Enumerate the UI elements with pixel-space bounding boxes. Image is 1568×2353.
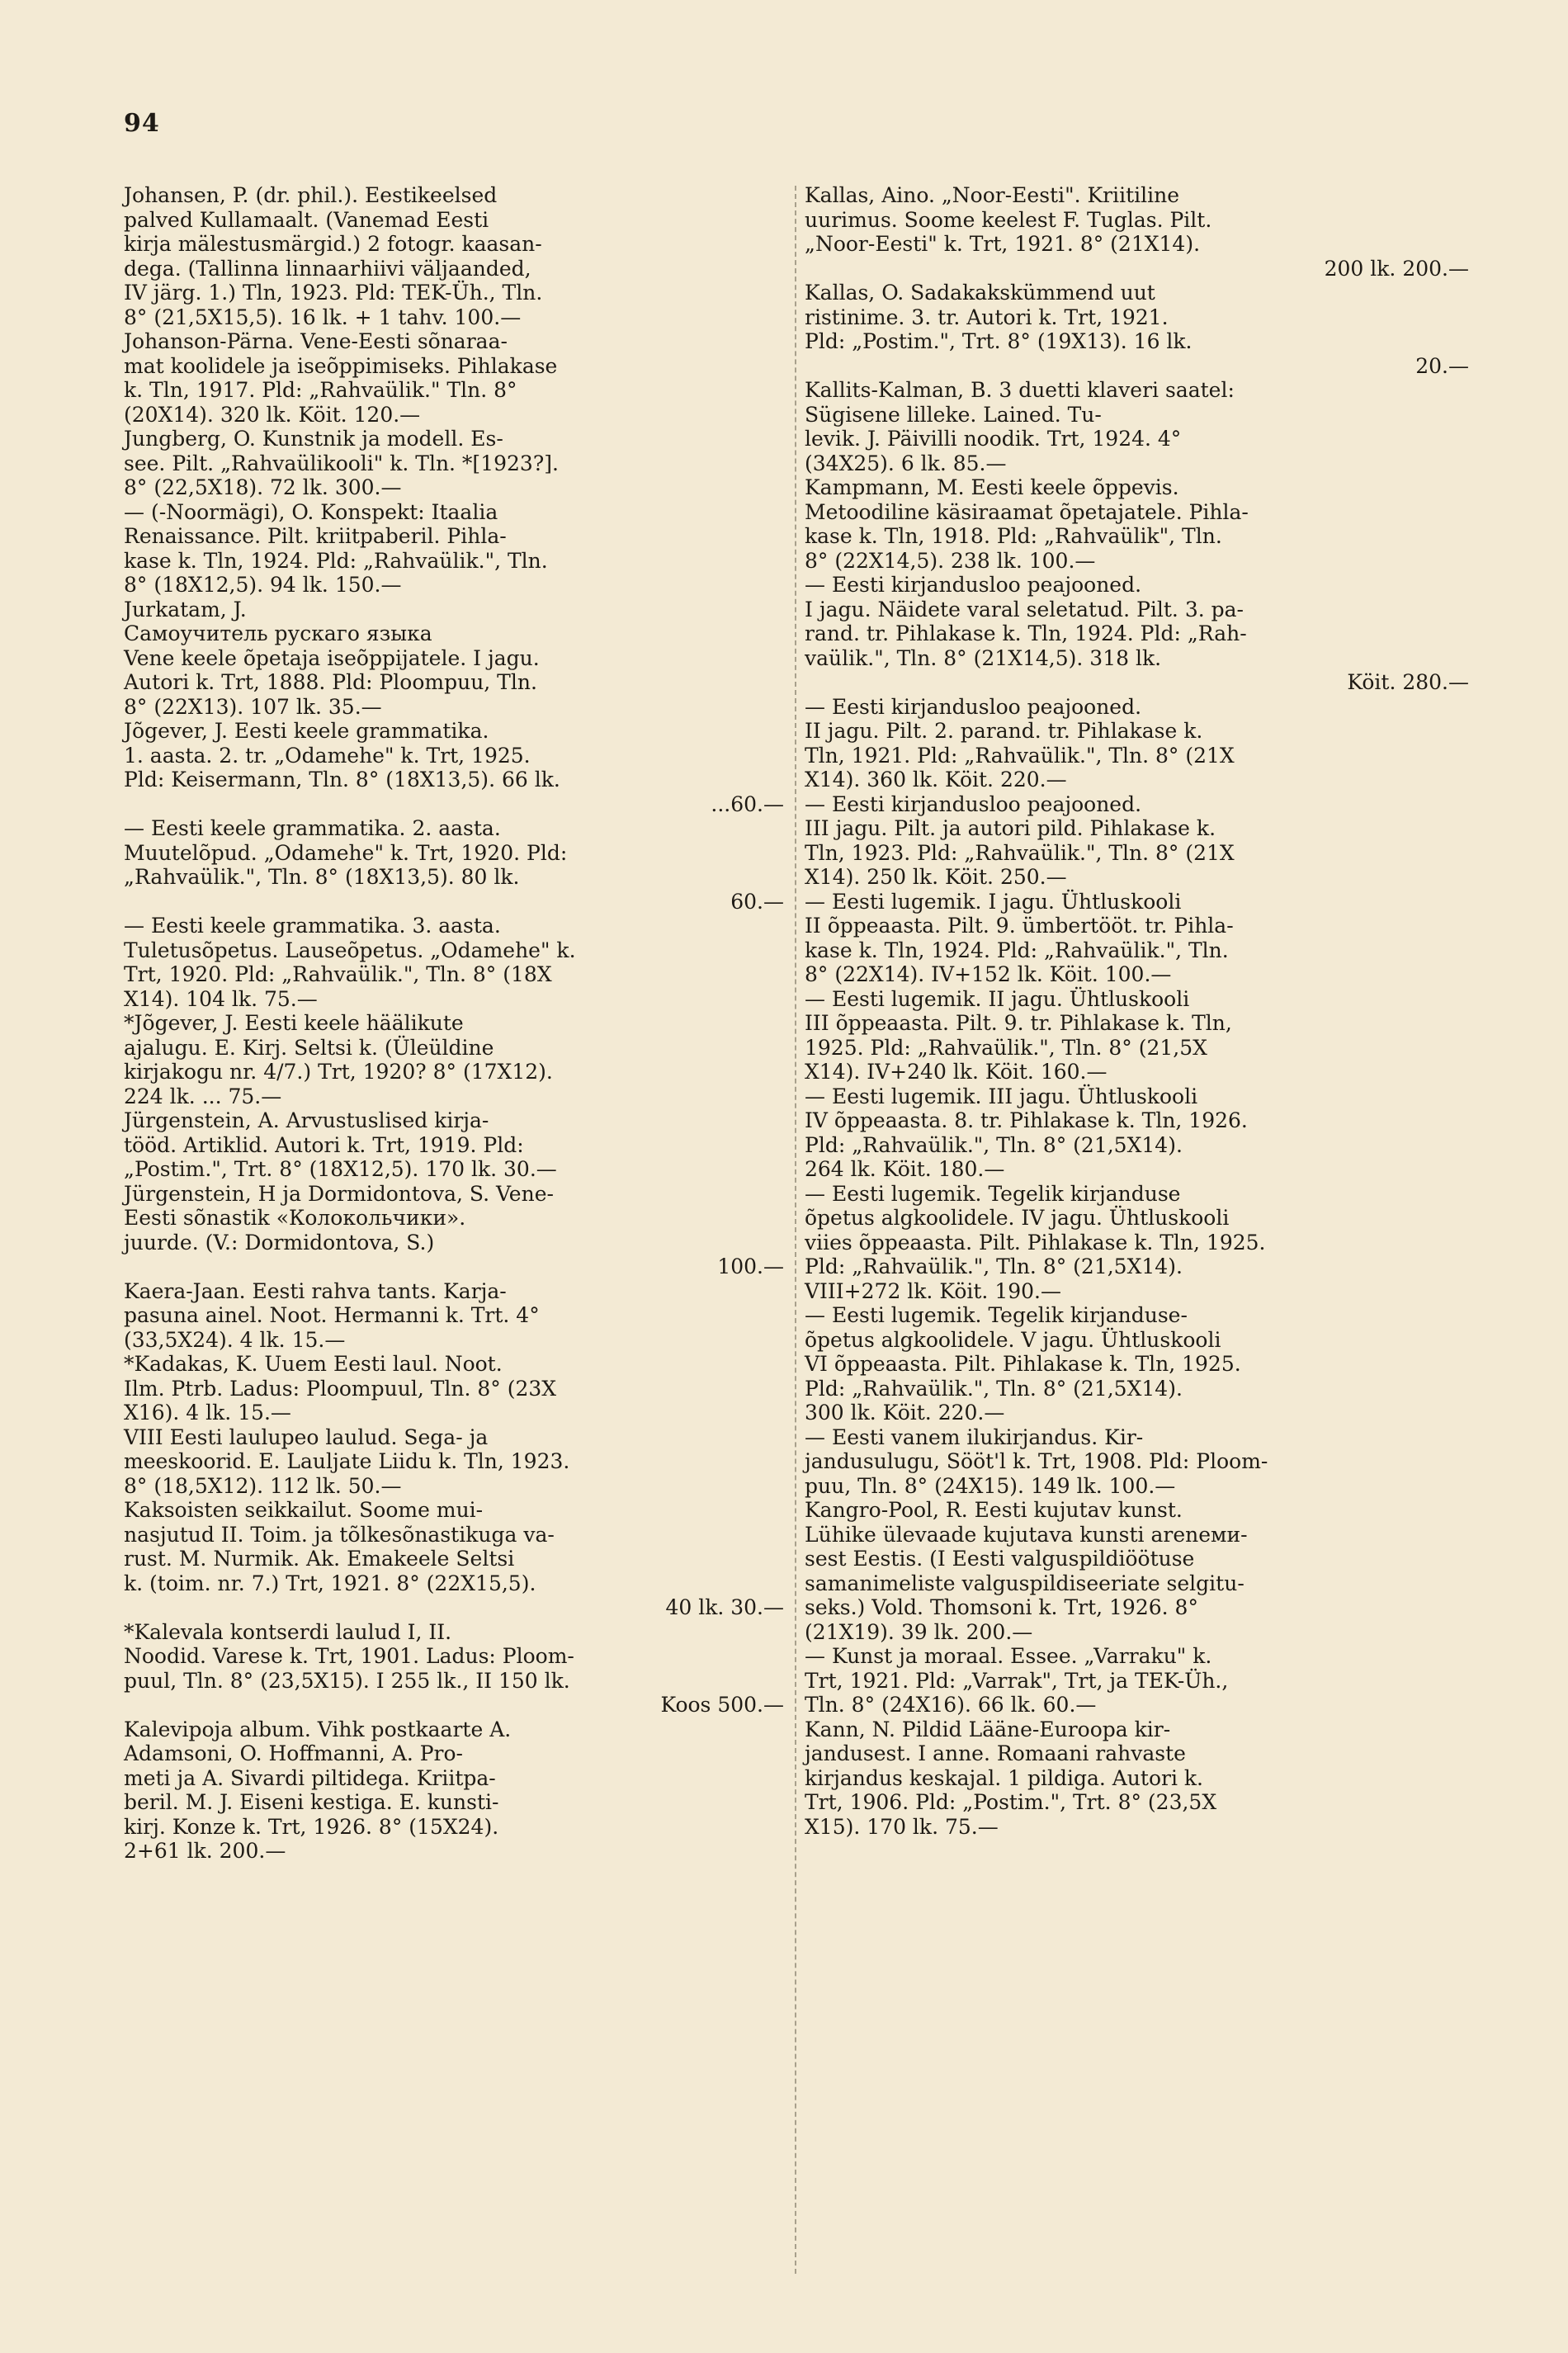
entry-heading-line: — (-Noormägi), O. Konspekt: Itaalia xyxy=(124,499,498,524)
entry-line: 8° (18X12,5). 94 lk. 150.— xyxy=(124,573,402,597)
entry-line: beril. M. J. Eiseni kestiga. E. kunsti- xyxy=(124,1790,499,1814)
entry-line: 20.— xyxy=(1415,353,1469,378)
entry-heading-line: Kallas, O. Sadakakskümmend uut xyxy=(805,281,1155,305)
entry-line: (21X19). 39 lk. 200.— xyxy=(805,1619,1033,1644)
entry-line: III õppeaasta. Pilt. 9. tr. Pihlakase k. Tln, xyxy=(805,1011,1232,1035)
entry-line: meti ja A. Sivardi piltidega. Kriitpa- xyxy=(124,1765,496,1790)
entry-heading-line: Kallits-Kalman, B. 3 duetti klaveri saatel: xyxy=(805,378,1235,402)
entry-heading-line: Jürgenstein, A. Arvustuslised kirja- xyxy=(124,1108,489,1132)
entry-line: Sügisene lilleke. Lained. Tu- xyxy=(805,402,1102,427)
entry-line: jandusest. I anne. Romaani rahvaste xyxy=(805,1741,1186,1765)
catalog-entry xyxy=(124,719,784,816)
entry-line: 8° (22X14,5). 238 lk. 100.— xyxy=(805,548,1096,573)
catalog-entry xyxy=(805,695,1469,792)
entry-line: see. Pilt. „Rahvaülikooli" k. Tln. *[1923?]. xyxy=(124,451,559,475)
entry-line: seks.) Vold. Thomsoni k. Trt, 1926. 8° xyxy=(805,1595,1198,1619)
entry-line: X14). 104 lk. 75.— xyxy=(124,986,318,1011)
entry-heading-line: Jürgenstein, H ja Dormidontova, S. Vene- xyxy=(124,1181,554,1206)
page-number: 94 xyxy=(124,109,160,138)
entry-line: Pld: Keisermann, Tln. 8° (18X13,5). 66 lk. xyxy=(124,768,560,791)
catalog-entry xyxy=(124,1182,784,1279)
entry-heading-line: Kann, N. Pildid Lääne-Euroopa kir- xyxy=(805,1717,1171,1741)
column-divider xyxy=(795,186,796,2274)
catalog-entry xyxy=(805,573,1469,695)
catalog-entry xyxy=(124,427,784,500)
entry-line: Köit. 280.— xyxy=(1347,670,1469,694)
catalog-entry xyxy=(124,598,784,720)
entry-line: 2+61 lk. 200.— xyxy=(124,1839,286,1863)
entry-line: nasjutud II. Toim. ja tõlkesõnastikuga va- xyxy=(124,1522,555,1547)
entry-line: (33,5X24). 4 lk. 15.— xyxy=(124,1327,346,1352)
entry-line: Pld: „Postim.", Trt. 8° (19X13). 16 lk. xyxy=(805,329,1193,353)
entry-heading-line: — Eesti lugemik. Tegelik kirjanduse- xyxy=(805,1303,1188,1327)
catalog-entry xyxy=(805,987,1469,1084)
entry-heading-line: Johanson-Pärna. Vene-Eesti sõnaraa- xyxy=(124,329,508,353)
catalog-entry xyxy=(805,281,1469,378)
entry-line: VI õppeaasta. Pilt. Pihlakase k. Tln, 1925. xyxy=(805,1352,1241,1376)
entry-line: „Postim.", Trt. 8° (18X12,5). 170 lk. 30.— xyxy=(124,1157,557,1181)
entry-line: k. (toim. nr. 7.) Trt, 1921. 8° (22X15,5). xyxy=(124,1571,536,1595)
catalog-entry xyxy=(124,1498,784,1620)
entry-line: 60.— xyxy=(730,889,784,914)
catalog-entry xyxy=(124,329,784,427)
entry-heading-line: VIII Eesti laulupeo laulud. Sega- ja xyxy=(124,1425,489,1449)
entry-line: 1. aasta. 2. tr. „Odamehe" k. Trt, 1925. xyxy=(124,743,531,768)
entry-line: Tuletusõpetus. Lauseõpetus. „Odamehe" k. xyxy=(124,938,576,962)
entry-line: Самоучитель рускаго языка xyxy=(124,621,432,645)
entry-line: Pld: „Rahvaülik.", Tln. 8° (21,5X14). xyxy=(805,1376,1183,1401)
entry-heading-line: Kaksoisten seikkailut. Soome mui- xyxy=(124,1498,484,1522)
entry-line: kirjandus keskajal. 1 pildiga. Autori k. xyxy=(805,1765,1203,1790)
catalog-entry xyxy=(124,1620,784,1718)
catalog-entry xyxy=(124,183,784,329)
catalog-entry xyxy=(805,1425,1469,1499)
entry-line: X15). 170 lk. 75.— xyxy=(805,1814,999,1839)
entry-line: kase k. Tln, 1918. Pld: „Rahvaülik", Tln. xyxy=(805,524,1222,548)
entry-line: rust. M. Nurmik. Ak. Emakeele Seltsi xyxy=(124,1547,515,1571)
entry-line: Noodid. Varese k. Trt, 1901. Ladus: Ploom- xyxy=(124,1644,574,1668)
entry-line: Tln. 8° (24X16). 66 lk. 60.— xyxy=(805,1693,1097,1717)
catalog-entry xyxy=(805,1303,1469,1425)
entry-heading-line: *Jõgever, J. Eesti keele häälikute xyxy=(124,1011,464,1035)
entry-line: II jagu. Pilt. 2. parand. tr. Pihlakase k. xyxy=(805,719,1203,743)
entry-line: 40 lk. 30.— xyxy=(665,1595,784,1619)
entry-line: kirjakogu nr. 4/7.) Trt, 1920? 8° (17X12). xyxy=(124,1060,553,1084)
entry-line: 200 lk. 200.— xyxy=(1324,256,1469,281)
catalog-entry xyxy=(124,1425,784,1499)
entry-line: 8° (22,5X18). 72 lk. 300.— xyxy=(124,475,402,499)
entry-line: õpetus algkoolidele. V jagu. Ühtluskooli xyxy=(805,1327,1221,1352)
entry-line: palved Kullamaalt. (Vanemad Eesti xyxy=(124,207,489,232)
entry-heading-line: — Kunst ja moraal. Essee. „Varraku" k. xyxy=(805,1644,1212,1668)
entry-line: pasuna ainel. Noot. Hermanni k. Trt. 4° xyxy=(124,1303,540,1327)
entry-heading-line: Jurkatam, J. xyxy=(124,597,247,621)
entry-heading-line: — Eesti lugemik. III jagu. Ühtluskooli xyxy=(805,1084,1198,1108)
entry-line: 100.— xyxy=(717,1254,784,1278)
entry-line: kase k. Tln, 1924. Pld: „Rahvaülik.", Tln. xyxy=(805,938,1229,962)
entry-line: II õppeaasta. Pilt. 9. ümbertööt. tr. Pihla- xyxy=(805,914,1234,938)
entry-heading-line: *Kalevala kontserdi laulud I, II. xyxy=(124,1619,452,1644)
catalog-entry xyxy=(805,890,1469,987)
entry-heading-line: Kaera-Jaan. Eesti rahva tants. Karja- xyxy=(124,1278,507,1303)
entry-line: VIII+272 lk. Köit. 190.— xyxy=(805,1278,1061,1303)
catalog-entry xyxy=(805,1182,1469,1304)
catalog-entry xyxy=(124,1108,784,1182)
catalog-entry xyxy=(124,1352,784,1425)
entry-line: kase k. Tln, 1924. Pld: „Rahvaülik.", Tln. xyxy=(124,548,548,573)
entry-line: vaülik.", Tln. 8° (21X14,5). 318 lk. xyxy=(805,645,1162,670)
entry-line: levik. J. Päivilli noodik. Trt, 1924. 4° xyxy=(805,427,1182,451)
catalog-entry xyxy=(805,1084,1469,1182)
catalog-entry xyxy=(805,792,1469,890)
entry-line: samanimeliste valguspildiseeriate selgitu- xyxy=(805,1571,1244,1595)
entry-line: meeskoorid. E. Lauljate Liidu k. Tln, 1923. xyxy=(124,1449,570,1473)
entry-line: puul, Tln. 8° (23,5X15). I 255 lk., II 150 lk. xyxy=(124,1668,570,1693)
entry-line: Lühike ülevaade kujutava kunsti areneми- xyxy=(805,1522,1248,1547)
entry-line: III jagu. Pilt. ja autori pild. Pihlakase k. xyxy=(805,816,1216,840)
entry-line: (34X25). 6 lk. 85.— xyxy=(805,451,1007,475)
entry-heading-line: — Eesti kirjandusloo peajooned. xyxy=(805,694,1142,719)
entry-line: ajalugu. E. Kirj. Seltsi k. (Üleüldine xyxy=(124,1035,494,1060)
entry-heading-line: Kallas, Aino. „Noor-Eesti". Kriitiline xyxy=(805,183,1180,207)
entry-line: 1925. Pld: „Rahvaülik.", Tln. 8° (21,5X xyxy=(805,1035,1207,1060)
entry-line: jandusulugu, Sööt'l k. Trt, 1908. Pld: Ploom- xyxy=(805,1449,1268,1473)
entry-line: 8° (18,5X12). 112 lk. 50.— xyxy=(124,1473,402,1498)
entry-line: (20X14). 320 lk. Köit. 120.— xyxy=(124,402,421,427)
entry-line: 8° (22X14). IV+152 lk. Köit. 100.— xyxy=(805,962,1172,986)
entry-line: Pld: „Rahvaülik.", Tln. 8° (21,5X14). xyxy=(805,1132,1183,1157)
entry-line: Renaissance. Pilt. kriitpaberil. Pihla- xyxy=(124,524,507,548)
entry-heading-line: *Kadakas, K. Uuem Eesti laul. Noot. xyxy=(124,1352,503,1376)
entry-line: 224 lk. ... 75.— xyxy=(124,1084,282,1108)
entry-heading-line: Kalevipoja album. Vihk postkaarte A. xyxy=(124,1717,512,1741)
entry-line: kirja mälestusmärgid.) 2 fotogr. kaasan- xyxy=(124,232,542,256)
entry-line: puu, Tln. 8° (24X15). 149 lk. 100.— xyxy=(805,1473,1176,1498)
entry-line: sest Eestis. (I Eesti valguspildiöötuse xyxy=(805,1547,1195,1571)
catalog-entry xyxy=(805,1718,1469,1840)
entry-heading-line: — Eesti lugemik. Tegelik kirjanduse xyxy=(805,1181,1181,1206)
entry-line: „Rahvaülik.", Tln. 8° (18X13,5). 80 lk. xyxy=(124,865,520,889)
entry-heading-line: — Eesti lugemik. II jagu. Ühtluskooli xyxy=(805,986,1190,1011)
entry-line: I jagu. Näidete varal seletatud. Pilt. 3. pa- xyxy=(805,597,1244,621)
catalog-entry xyxy=(124,1279,784,1353)
entry-line: X14). 250 lk. Köit. 250.— xyxy=(805,865,1067,889)
entry-line: Tln, 1921. Pld: „Rahvaülik.", Tln. 8° (21X xyxy=(805,743,1235,768)
entry-line: X14). 360 lk. Köit. 220.— xyxy=(805,768,1067,791)
entry-line: IV järg. 1.) Tln, 1923. Pld: TEK-Üh., Tln. xyxy=(124,281,543,305)
entry-heading-line: Jungberg, O. Kunstnik ja modell. Es- xyxy=(124,427,503,451)
entry-line: kirj. Konze k. Trt, 1926. 8° (15X24). xyxy=(124,1814,499,1839)
entry-line: dega. (Tallinna linnaarhiivi väljaanded, xyxy=(124,256,531,281)
entry-line: Koos 500.— xyxy=(660,1693,784,1717)
entry-line: Trt, 1920. Pld: „Rahvaülik.", Tln. 8° (18X xyxy=(124,962,552,986)
catalog-entry xyxy=(805,1644,1469,1718)
entry-line: IV õppeaasta. 8. tr. Pihlakase k. Tln, 1926. xyxy=(805,1108,1248,1132)
entry-line: Autori k. Trt, 1888. Pld: Ploompuu, Tln. xyxy=(124,670,537,694)
entry-line: uurimus. Soome keelest F. Tuglas. Pilt. xyxy=(805,207,1212,232)
entry-line: ristinime. 3. tr. Autori k. Trt, 1921. xyxy=(805,305,1169,329)
entry-line: tööd. Artiklid. Autori k. Trt, 1919. Pld: xyxy=(124,1132,524,1157)
entry-line: Tln, 1923. Pld: „Rahvaülik.", Tln. 8° (21X xyxy=(805,840,1235,865)
catalog-entry xyxy=(124,816,784,914)
entry-line: Pld: „Rahvaülik.", Tln. 8° (21,5X14). xyxy=(805,1254,1183,1278)
entry-line: 300 lk. Köit. 220.— xyxy=(805,1401,1005,1425)
catalog-entry xyxy=(124,500,784,598)
entry-line: Vene keele õpetaja iseõppijatele. I jagu. xyxy=(124,645,540,670)
entry-line: õpetus algkoolidele. IV jagu. Ühtluskooli xyxy=(805,1206,1230,1230)
entry-heading-line: — Eesti kirjandusloo peajooned. xyxy=(805,791,1142,816)
entry-heading-line: Johansen, P. (dr. phil.). Eestikeelsed xyxy=(124,183,498,207)
entry-line: „Noor-Eesti" k. Trt, 1921. 8° (21X14). xyxy=(805,232,1201,256)
entry-line: rand. tr. Pihlakase k. Tln, 1924. Pld: „Rah- xyxy=(805,621,1247,645)
entry-line: X16). 4 lk. 15.— xyxy=(124,1401,291,1425)
entry-heading-line: Jõgever, J. Eesti keele grammatika. xyxy=(124,719,489,743)
entry-heading-line: — Eesti vanem ilukirjandus. Kir- xyxy=(805,1425,1144,1449)
entry-line: 8° (22X13). 107 lk. 35.— xyxy=(124,694,382,719)
entry-line: mat koolidele ja iseõppimiseks. Pihlakase xyxy=(124,353,558,378)
catalog-entry xyxy=(805,183,1469,281)
catalog-entry xyxy=(124,1011,784,1108)
entry-line: Trt, 1921. Pld: „Varrak", Trt, ja TEK-Üh., xyxy=(805,1668,1229,1693)
entry-line: Metoodiline käsiraamat õpetajatele. Pihla- xyxy=(805,499,1249,524)
catalog-entry xyxy=(805,378,1469,475)
entry-line: 8° (21,5X15,5). 16 lk. + 1 tahv. 100.— xyxy=(124,305,522,329)
entry-line: X14). IV+240 lk. Köit. 160.— xyxy=(805,1060,1108,1084)
entry-line: Eesti sõnastik «Колокольчики». xyxy=(124,1206,466,1230)
entry-line: Muutelõpud. „Odamehe" k. Trt, 1920. Pld: xyxy=(124,840,568,865)
entry-line: ...60.— xyxy=(711,791,784,816)
left-column xyxy=(124,183,784,1864)
entry-line: juurde. (V.: Dormidontova, S.) xyxy=(124,1230,435,1254)
entry-line: viies õppeaasta. Pilt. Pihlakase k. Tln, 1925. xyxy=(805,1230,1266,1254)
entry-heading-line: — Eesti lugemik. I jagu. Ühtluskooli xyxy=(805,889,1182,914)
catalog-entry xyxy=(805,475,1469,573)
catalog-entry xyxy=(805,1498,1469,1644)
catalog-entry xyxy=(124,1718,784,1864)
entry-heading-line: — Eesti keele grammatika. 3. aasta. xyxy=(124,914,501,938)
entry-line: Trt, 1906. Pld: „Postim.", Trt. 8° (23,5X xyxy=(805,1790,1217,1814)
catalog-entry xyxy=(124,914,784,1011)
entry-line: 264 lk. Köit. 180.— xyxy=(805,1157,1005,1181)
right-column xyxy=(805,183,1469,1839)
entry-heading-line: Kangro-Pool, R. Eesti kujutav kunst. xyxy=(805,1498,1183,1522)
entry-line: k. Tln, 1917. Pld: „Rahvaülik." Tln. 8° xyxy=(124,378,517,402)
entry-line: Ilm. Ptrb. Ladus: Ploompuul, Tln. 8° (23X xyxy=(124,1376,557,1401)
entry-line: Adamsoni, O. Hoffmanni, A. Pro- xyxy=(124,1741,463,1765)
entry-heading-line: — Eesti keele grammatika. 2. aasta. xyxy=(124,816,501,840)
entry-heading-line: Kampmann, M. Eesti keele õppevis. xyxy=(805,475,1179,499)
entry-heading-line: — Eesti kirjandusloo peajooned. xyxy=(805,573,1142,597)
